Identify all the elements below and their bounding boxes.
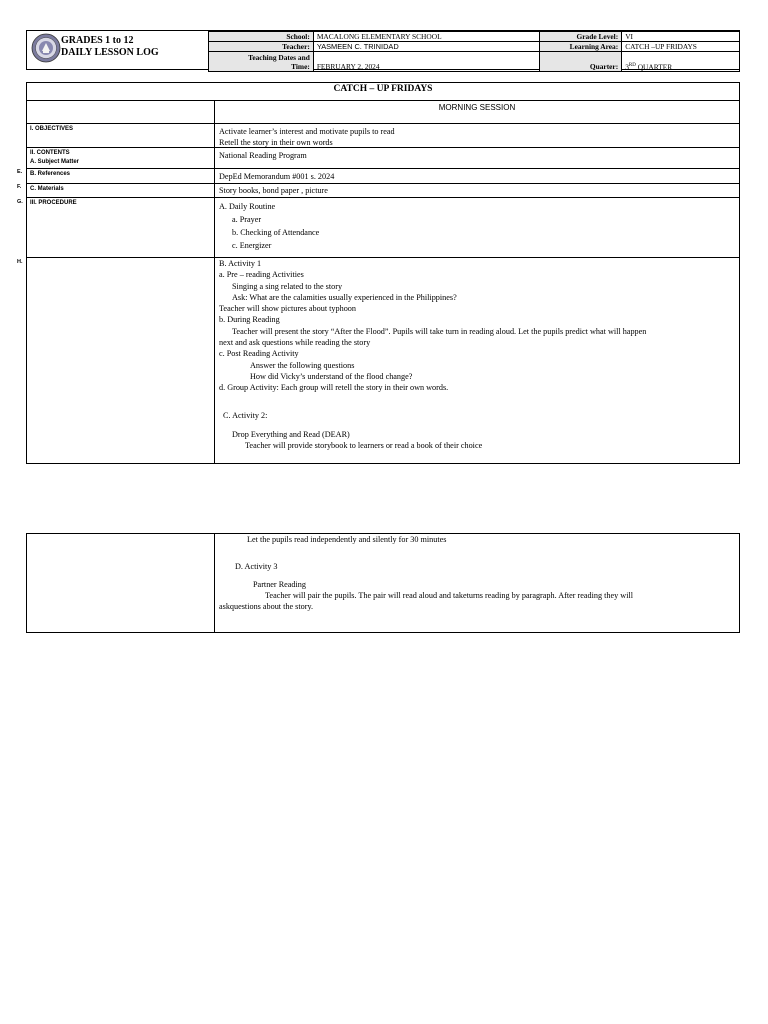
lesson-title: CATCH – UP FRIDAYS	[333, 84, 433, 94]
teacher-label: Teacher:	[209, 42, 314, 52]
pre-reading-heading: a. Pre – reading Activities	[219, 270, 304, 280]
row-mark: F.	[17, 184, 22, 190]
objectives-row	[27, 123, 739, 148]
header-block	[26, 30, 740, 70]
routine-item: b. Checking of Attendance	[232, 228, 320, 237]
procedure-label: III. PROCEDURE	[27, 198, 215, 258]
activity-line: Teacher will present the story “After the Flood”. Pupils will take turn in reading aloud. Let the pupils predict what will happen	[232, 326, 647, 336]
row-mark: H.	[17, 259, 23, 265]
subject-matter-label: A. Subject Matter	[30, 159, 80, 165]
partner-reading-heading: Partner Reading	[253, 579, 306, 589]
activity1-left-cell	[27, 258, 215, 464]
objectives-label: I. OBJECTIVES	[27, 124, 215, 148]
contents-value: National Reading Program	[219, 151, 307, 160]
contents-label-cell	[27, 148, 215, 169]
activity2-title: C. Activity 2:	[223, 410, 268, 420]
activity-line: Teacher will provide storybook to learners or read a book of their choice	[245, 441, 483, 451]
grade-value: VI	[622, 32, 740, 42]
activity-line: next and ask questions while reading the story	[219, 338, 371, 348]
activity-line: Teacher will pair the pupils. The pair will read aloud and taketurns reading by paragraph. After reading they will	[265, 590, 634, 600]
activity3-content	[219, 534, 737, 612]
activity1-title: B. Activity 1	[219, 259, 262, 268]
contents-row	[27, 147, 739, 169]
quarter-value	[622, 52, 740, 72]
objectives-value	[219, 126, 737, 149]
activity-line: Drop Everything and Read (DEAR)	[232, 429, 350, 439]
quarter-suffix: RD	[628, 62, 636, 68]
activity-line: Ask: What are the calamities usually experienced in the Philippines?	[232, 292, 457, 302]
activity-line: Teacher will show pictures about typhoon	[219, 304, 356, 314]
dates-label	[209, 52, 314, 72]
lesson-table-continued	[26, 533, 740, 633]
group-activity-line: d. Group Activity: Each group will retell the story in their own words.	[219, 383, 449, 393]
grade-label: Grade Level:	[540, 32, 622, 42]
teacher-value: YASMEEN C. TRINIDAD	[313, 42, 540, 52]
form-title-line1: GRADES 1 to 12	[61, 35, 134, 46]
daily-routine	[219, 200, 737, 252]
objective-1: Activate learner’s interest and motivate pupils to read	[219, 127, 395, 136]
school-label: School:	[209, 32, 314, 42]
materials-value: Story books, bond paper , picture	[219, 186, 328, 195]
session-label: MORNING SESSION	[438, 103, 516, 112]
dates-label-line2: Time:	[291, 61, 310, 71]
quarter-label: Quarter:	[540, 52, 622, 72]
row-mark: E.	[17, 169, 23, 175]
activity-line: askquestions about the story.	[219, 602, 314, 612]
activity-line: How did Vicky’s understand of the flood change?	[250, 371, 413, 381]
activity1-row	[27, 257, 739, 464]
routine-item: a. Prayer	[232, 215, 262, 224]
session-left-cell	[27, 101, 215, 124]
materials-row	[27, 183, 739, 198]
school-value: MACALONG ELEMENTARY SCHOOL	[313, 32, 540, 42]
references-row	[27, 168, 739, 184]
routine-title: A. Daily Routine	[219, 202, 276, 211]
deped-seal-icon	[31, 33, 61, 63]
continued-left-cell	[27, 534, 215, 632]
area-value: CATCH –UP FRIDAYS	[622, 42, 740, 52]
activity1-content	[219, 258, 737, 451]
during-reading-heading: b. During Reading	[219, 315, 280, 325]
quarter-number: 3	[625, 62, 629, 71]
procedure-row	[27, 197, 739, 258]
activity-line: Singing a sing related to the story	[232, 281, 343, 291]
logo-cell	[27, 31, 209, 69]
session-row	[27, 100, 739, 124]
quarter-word: QUARTER	[635, 62, 673, 71]
form-title	[61, 35, 159, 59]
contents-label: II. CONTENTS	[30, 150, 70, 156]
activity-line: Answer the following questions	[250, 360, 355, 370]
info-table	[208, 31, 740, 72]
dates-value: FEBRUARY 2, 2024	[313, 52, 540, 72]
dates-label-line1: Teaching Dates and	[248, 52, 310, 62]
activity3-title: D. Activity 3	[235, 562, 278, 572]
routine-item: c. Energizer	[232, 241, 272, 250]
objective-2: Retell the story in their own words	[219, 138, 333, 148]
post-reading-heading: c. Post Reading Activity	[219, 349, 299, 359]
row-mark: G.	[17, 199, 23, 205]
form-title-line2: DAILY LESSON LOG	[61, 47, 159, 58]
lesson-table	[26, 82, 740, 464]
references-label: B. References	[27, 169, 215, 184]
materials-label: C. Materials	[27, 184, 215, 198]
activity-line: Let the pupils read independently and silently for 30 minutes	[247, 535, 447, 544]
references-value: DepEd Memorandum #001 s. 2024	[219, 172, 335, 181]
area-label: Learning Area:	[540, 42, 622, 52]
